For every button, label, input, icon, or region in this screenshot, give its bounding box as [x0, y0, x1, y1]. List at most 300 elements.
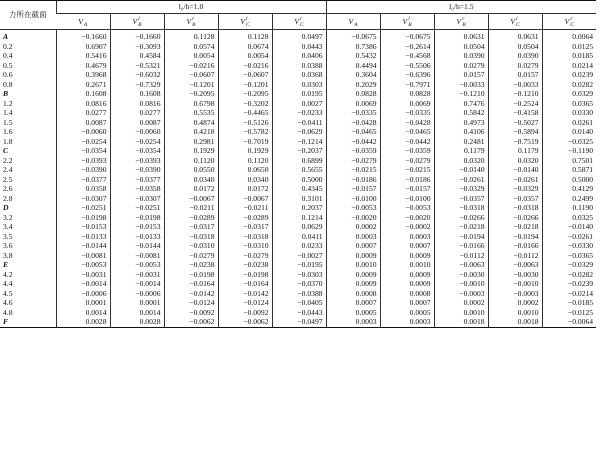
table-cell: −0.0329	[434, 184, 488, 194]
section-label: 4.2	[3, 269, 13, 279]
table-cell: 0.0368	[272, 70, 326, 80]
table-cell: −0.0317	[164, 222, 218, 232]
table-cell: 0.0054	[164, 51, 218, 61]
table-cell: −0.0388	[272, 289, 326, 299]
table-cell: −0.0279	[380, 156, 434, 166]
group-header-row	[0, 1, 596, 14]
table-cell: 0.0277	[56, 108, 110, 118]
table-cell: 0.0390	[434, 51, 488, 61]
table-cell: 0.0003	[380, 317, 434, 327]
table-cell: −0.0002	[380, 222, 434, 232]
table-cell: −0.0358	[110, 184, 164, 194]
table-cell: −0.5027	[488, 118, 542, 128]
table-cell: −0.0318	[488, 203, 542, 213]
table-cell: −0.0215	[380, 165, 434, 175]
table-cell: −0.0238	[164, 260, 218, 270]
table-cell: −0.0318	[164, 232, 218, 242]
table-cell: 0.4129	[542, 184, 596, 194]
table-cell: −0.4465	[218, 108, 272, 118]
table-cell: 0.0014	[56, 308, 110, 318]
table-cell: 0.4106	[434, 127, 488, 137]
table-cell: −0.0186	[326, 175, 380, 185]
table-cell: −0.0289	[218, 213, 272, 223]
table-cell: 0.0007	[326, 241, 380, 251]
table-row	[0, 184, 596, 194]
table-cell: −0.0195	[272, 260, 326, 270]
table-cell: −0.0428	[380, 118, 434, 128]
table-cell: −0.0081	[110, 251, 164, 261]
table-cell: −0.1190	[542, 146, 596, 156]
table-cell: 0.1929	[164, 146, 218, 156]
table-cell: 0.2981	[164, 137, 218, 147]
table-cell: −0.0133	[110, 232, 164, 242]
table-cell: −0.0266	[434, 213, 488, 223]
table-cell: 0.2029	[326, 80, 380, 90]
table-cell: −0.0010	[434, 279, 488, 289]
table-cell: −0.0215	[326, 165, 380, 175]
table-cell: 0.5655	[272, 165, 326, 175]
table-cell: 0.1120	[218, 156, 272, 166]
table-cell: 0.0411	[272, 232, 326, 242]
table-cell: −0.0675	[326, 30, 380, 42]
table-cell: 0.0007	[326, 298, 380, 308]
table-cell: −0.0310	[164, 241, 218, 251]
table-row	[0, 175, 596, 185]
section-label: 3.4	[3, 222, 13, 231]
table-cell: 0.6899	[272, 156, 326, 166]
table-cell: −0.0014	[110, 279, 164, 289]
section-label: F	[0, 317, 56, 327]
table-cell: 0.0443	[272, 42, 326, 52]
table-cell: −0.2524	[488, 99, 542, 109]
table-cell: 0.0279	[434, 61, 488, 71]
table-cell: 0.0087	[110, 118, 164, 128]
table-cell: −0.0218	[488, 222, 542, 232]
table-cell: −0.2037	[272, 146, 326, 156]
table-cell: −0.0370	[272, 279, 326, 289]
table-cell: −0.0289	[164, 213, 218, 223]
table-cell: −0.0329	[542, 260, 596, 270]
table-cell: −0.0092	[218, 308, 272, 318]
table-cell: −0.0443	[272, 308, 326, 318]
table-cell: −0.0133	[56, 232, 110, 242]
section-label: 0.6	[3, 70, 13, 79]
table-row	[0, 213, 596, 223]
table-cell: −0.0010	[488, 279, 542, 289]
table-cell: 0.0816	[110, 99, 164, 109]
table-cell: −0.0140	[434, 165, 488, 175]
table-cell: −0.0100	[326, 194, 380, 204]
table-cell: −0.0140	[488, 165, 542, 175]
column-header: V r C	[542, 14, 596, 30]
column-header: V l C	[488, 14, 542, 30]
table-cell: 0.0001	[56, 298, 110, 308]
table-cell: 0.0009	[380, 279, 434, 289]
table-cell: −0.0329	[488, 184, 542, 194]
section-label: 1.6	[3, 127, 13, 136]
table-row	[0, 146, 596, 156]
table-cell: 0.0002	[326, 222, 380, 232]
table-cell: 0.0002	[434, 298, 488, 308]
table-cell: −0.0266	[488, 213, 542, 223]
table-cell: −0.0216	[218, 61, 272, 71]
table-cell: −0.5321	[110, 61, 164, 71]
table-cell: 0.0828	[380, 89, 434, 99]
table-cell: −0.0092	[164, 308, 218, 318]
table-cell: −0.5506	[380, 61, 434, 71]
table-cell: −0.0465	[326, 127, 380, 137]
section-label: 1.5	[3, 117, 13, 127]
group-header-2: l₀/h=1.5	[326, 1, 596, 14]
table-cell: −0.0261	[542, 232, 596, 242]
section-label: 4.6	[3, 298, 13, 307]
table-cell: −0.3093	[110, 42, 164, 52]
table-row	[0, 108, 596, 118]
table-cell: 0.0172	[164, 184, 218, 194]
table-cell: 0.7476	[434, 99, 488, 109]
table-row	[0, 232, 596, 242]
table-cell: 0.0282	[542, 80, 596, 90]
table-cell: 0.0014	[110, 308, 164, 318]
table-cell: −0.0144	[56, 241, 110, 251]
table-cell: 0.0340	[218, 175, 272, 185]
table-cell: 0.0009	[326, 279, 380, 289]
table-cell: −0.1201	[218, 80, 272, 90]
section-label: 4.4	[3, 279, 13, 288]
table-cell: 0.0325	[542, 213, 596, 223]
table-cell: −0.0164	[218, 279, 272, 289]
table-cell: −0.0325	[542, 137, 596, 147]
table-cell: −0.0261	[434, 175, 488, 185]
table-cell: −0.0607	[164, 70, 218, 80]
table-cell: −0.0164	[164, 279, 218, 289]
table-row	[0, 80, 596, 90]
table-cell: −0.4568	[380, 51, 434, 61]
table-cell: 0.0001	[110, 298, 164, 308]
table-cell: −0.0198	[56, 213, 110, 223]
table-cell: −0.0354	[110, 146, 164, 156]
table-cell: 0.0277	[110, 108, 164, 118]
section-label: A	[3, 32, 9, 41]
section-label: 1.8	[3, 136, 13, 146]
table-cell: −0.0030	[434, 270, 488, 280]
table-cell: −0.0465	[380, 127, 434, 137]
table-cell: −0.0303	[272, 270, 326, 280]
table-row	[0, 298, 596, 308]
table-cell: −0.0411	[272, 118, 326, 128]
table-cell: 0.0172	[218, 184, 272, 194]
table-row	[0, 241, 596, 251]
section-label: 0.4	[3, 51, 13, 60]
column-header: V l B	[380, 14, 434, 30]
table-cell: −0.0194	[434, 232, 488, 242]
table-cell: −0.0405	[272, 298, 326, 308]
table-row	[0, 99, 596, 109]
table-cell: 0.2481	[434, 137, 488, 147]
table-cell: 0.5416	[56, 51, 110, 61]
section-label: 1.4	[3, 108, 13, 117]
section-label: 3.2	[3, 212, 13, 222]
table-cell: 0.0233	[272, 241, 326, 251]
table-cell: 0.0574	[164, 42, 218, 52]
table-cell: 0.5000	[272, 175, 326, 185]
table-cell: −0.0112	[434, 251, 488, 261]
table-cell: −0.0198	[218, 270, 272, 280]
table-cell: −0.0310	[218, 241, 272, 251]
table-cell: 0.1608	[110, 89, 164, 99]
section-label: 3.6	[3, 241, 13, 250]
table-cell: 0.0010	[488, 308, 542, 318]
table-cell: −0.7329	[110, 80, 164, 90]
table-cell: −0.0166	[488, 241, 542, 251]
table-cell: 0.1608	[56, 89, 110, 99]
table-cell: −0.0003	[488, 289, 542, 299]
table-cell: −0.0100	[380, 194, 434, 204]
table-cell: 0.0504	[434, 42, 488, 52]
table-cell: −0.0359	[380, 146, 434, 156]
table-cell: 0.0365	[542, 99, 596, 109]
section-label: 2.2	[3, 155, 13, 165]
table-cell: 0.0018	[488, 317, 542, 327]
table-cell: 0.5535	[164, 108, 218, 118]
table-cell: 0.0009	[380, 251, 434, 261]
table-cell: −0.0053	[56, 260, 110, 270]
table-cell: −0.5126	[218, 118, 272, 128]
table-cell: 0.0003	[326, 317, 380, 327]
table-cell: −0.0003	[434, 289, 488, 299]
table-cell: 0.0828	[326, 89, 380, 99]
column-header: V r B	[434, 14, 488, 30]
table-cell: 0.0330	[542, 108, 596, 118]
table-cell: −0.0279	[326, 156, 380, 166]
table-cell: −0.1660	[110, 30, 164, 42]
table-cell: −0.0062	[164, 317, 218, 327]
table-cell: −0.0607	[218, 70, 272, 80]
column-header: V A	[326, 14, 380, 30]
section-label: 4.5	[3, 288, 13, 298]
table-cell: −0.0211	[218, 203, 272, 213]
table-row	[0, 165, 596, 175]
section-label: 4.8	[3, 307, 13, 317]
table-row	[0, 251, 596, 261]
section-label: 0.5	[3, 60, 13, 70]
table-cell: 0.0008	[326, 289, 380, 299]
table-cell: 0.0195	[272, 89, 326, 99]
table-row	[0, 137, 596, 147]
table-cell: −0.0153	[56, 222, 110, 232]
table-cell: 0.0069	[380, 99, 434, 109]
section-label: 0.2	[3, 41, 13, 51]
table-cell: 0.0005	[380, 308, 434, 318]
table-cell: 0.4494	[326, 61, 380, 71]
table-cell: −0.1660	[56, 30, 110, 42]
table-cell: −0.1214	[272, 137, 326, 147]
table-cell: −0.0053	[110, 260, 164, 270]
table-row	[0, 127, 596, 137]
table-cell: −0.0442	[380, 137, 434, 147]
table-cell: −0.0239	[542, 279, 596, 289]
table-cell: −0.0442	[326, 137, 380, 147]
table-cell: −0.4158	[488, 108, 542, 118]
table-cell: 0.0157	[488, 70, 542, 80]
table-row	[0, 70, 596, 80]
table-row	[0, 203, 596, 213]
table-cell: 0.4345	[272, 184, 326, 194]
table-cell: −0.0020	[380, 213, 434, 223]
table-row	[0, 42, 596, 52]
table-cell: −0.0125	[542, 308, 596, 318]
table-row	[0, 156, 596, 166]
table-cell: −0.0020	[326, 213, 380, 223]
table-cell: −0.0194	[488, 232, 542, 242]
table-cell: 0.0028	[110, 317, 164, 327]
table-cell: 0.0003	[380, 232, 434, 242]
table-cell: 0.5871	[542, 165, 596, 175]
table-cell: 0.0631	[488, 30, 542, 42]
table-cell: 0.0816	[56, 99, 110, 109]
group-header-1: l₀/h=1.0	[56, 1, 326, 14]
table-cell: −0.0067	[218, 194, 272, 204]
table-cell: −0.6032	[110, 70, 164, 80]
table-row	[0, 317, 596, 327]
table-cell: −0.6396	[380, 70, 434, 80]
table-cell: 0.3968	[56, 70, 110, 80]
column-header: V r B	[164, 14, 218, 30]
table-cell: −0.0006	[110, 289, 164, 299]
section-label: E	[3, 260, 9, 269]
table-cell: −0.0354	[56, 146, 110, 156]
table-cell: −0.1210	[488, 89, 542, 99]
table-cell: −0.0060	[110, 127, 164, 137]
table-cell: 0.0631	[434, 30, 488, 42]
table-cell: 0.0010	[380, 260, 434, 270]
table-cell: −0.0033	[434, 80, 488, 90]
table-cell: 0.0069	[326, 99, 380, 109]
table-cell: 0.0406	[272, 51, 326, 61]
table-cell: −0.0357	[488, 194, 542, 204]
table-cell: −0.0251	[110, 203, 164, 213]
table-cell: −0.0307	[56, 194, 110, 204]
table-cell: −0.0211	[164, 203, 218, 213]
table-cell: −0.0218	[434, 222, 488, 232]
section-label: 3.8	[3, 250, 13, 260]
column-header: V l B	[110, 14, 164, 30]
table-cell: −0.0428	[326, 118, 380, 128]
table-cell: 0.0054	[218, 51, 272, 61]
table-cell: 0.1128	[218, 30, 272, 42]
table-cell: 0.0005	[326, 308, 380, 318]
table-row	[0, 61, 596, 71]
table-cell: −0.0166	[434, 241, 488, 251]
column-header: V r C	[272, 14, 326, 30]
table-cell: 0.0010	[326, 260, 380, 270]
table-row	[0, 260, 596, 270]
table-cell: −0.2095	[218, 89, 272, 99]
table-cell: 0.0157	[434, 70, 488, 80]
table-cell: 0.0504	[488, 42, 542, 52]
table-cell: 0.0140	[542, 127, 596, 137]
section-label: 0.8	[3, 79, 13, 89]
table-cell: 0.6907	[56, 42, 110, 52]
table-cell: 0.0007	[380, 241, 434, 251]
table-cell: −0.7971	[380, 80, 434, 90]
table-cell: −0.0675	[380, 30, 434, 42]
table-cell: −0.0279	[218, 251, 272, 261]
table-cell: −0.5782	[218, 127, 272, 137]
table-cell: −0.0629	[272, 127, 326, 137]
table-cell: −0.7019	[218, 137, 272, 147]
table-cell: 0.4679	[56, 61, 110, 71]
table-cell: −0.0006	[56, 289, 110, 299]
table-cell: −0.0393	[110, 156, 164, 166]
section-label: 3.5	[3, 231, 13, 241]
table-cell: 0.1929	[218, 146, 272, 156]
table-cell: −0.0317	[218, 222, 272, 232]
table-cell: 0.4874	[164, 118, 218, 128]
table-cell: 0.4584	[110, 51, 164, 61]
section-label: 2.8	[3, 193, 13, 203]
table-cell: −0.0053	[326, 203, 380, 213]
table-cell: 0.0358	[56, 184, 110, 194]
table-cell: −0.0144	[110, 241, 164, 251]
table-cell: 0.7386	[326, 42, 380, 52]
table-cell: −0.0377	[56, 175, 110, 185]
table-cell: −0.0157	[380, 184, 434, 194]
table-cell: −0.0062	[218, 317, 272, 327]
table-cell: −0.0153	[110, 222, 164, 232]
table-cell: 0.0003	[326, 232, 380, 242]
table-cell: −0.0112	[488, 251, 542, 261]
section-label: 2.4	[3, 165, 13, 174]
section-label: B	[3, 89, 9, 98]
table-cell: −0.0318	[218, 232, 272, 242]
table-cell: −0.0216	[164, 61, 218, 71]
table-cell: −0.0251	[56, 203, 110, 213]
table-row	[0, 30, 596, 42]
table-row	[0, 118, 596, 128]
table-row	[0, 308, 596, 318]
table-cell: −0.0279	[164, 251, 218, 261]
table-row	[0, 289, 596, 299]
table-cell: −0.5894	[488, 127, 542, 137]
table-cell: −0.0140	[542, 222, 596, 232]
table-cell: 0.0064	[542, 30, 596, 42]
table-cell: −0.0142	[164, 289, 218, 299]
table-cell: −0.1210	[434, 89, 488, 99]
table-cell: 0.0185	[542, 51, 596, 61]
table-cell: −0.0377	[110, 175, 164, 185]
table-cell: −0.0081	[56, 251, 110, 261]
table-cell: −0.0142	[218, 289, 272, 299]
table-cell: −0.0357	[434, 194, 488, 204]
table-cell: 0.2499	[542, 194, 596, 204]
table-cell: 0.2671	[56, 80, 110, 90]
table-cell: 0.1120	[164, 156, 218, 166]
table-cell: 0.1190	[542, 203, 596, 213]
table-cell: −0.0254	[110, 137, 164, 147]
table-cell: −0.7519	[488, 137, 542, 147]
table-cell: −0.0030	[488, 270, 542, 280]
table-cell: −0.0063	[488, 260, 542, 270]
table-cell: 0.1128	[164, 30, 218, 42]
table-cell: −0.0365	[542, 251, 596, 261]
table-cell: 0.0002	[488, 298, 542, 308]
table-cell: 0.0027	[272, 99, 326, 109]
column-header-row	[0, 14, 596, 30]
table-cell: 0.0261	[542, 118, 596, 128]
table-cell: 0.2037	[272, 203, 326, 213]
table-cell: −0.0390	[110, 165, 164, 175]
